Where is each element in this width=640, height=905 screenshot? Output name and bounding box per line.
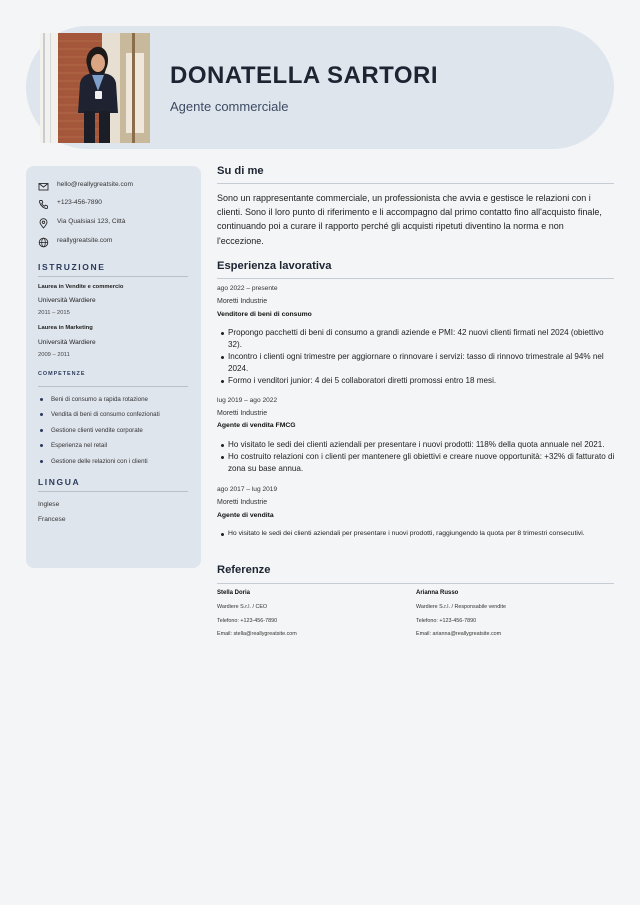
contact-email: hello@reallygreatsite.com xyxy=(57,180,133,188)
experience-title: Esperienza lavorativa xyxy=(217,260,332,272)
contact-address-row xyxy=(38,214,125,228)
job-dates: ago 2017 – lug 2019 xyxy=(217,486,278,493)
education-degree: Laurea in Marketing xyxy=(38,325,93,331)
phone-icon xyxy=(38,197,49,208)
job-bullet: Ho visitato le sedi dei clienti aziendali per presentare i nuovi prodotti, raggiungendo la quota per 8 trimestri consecutivi. xyxy=(219,528,617,540)
globe-icon xyxy=(38,235,49,246)
job-title: Agente di vendita xyxy=(217,512,274,519)
job-bullet: Ho visitato le sedi dei clienti aziendali per presentare i nuovi prodotti: 118% della quota annuale nel 2021. xyxy=(219,439,617,451)
job-bullets xyxy=(219,327,617,387)
references-divider xyxy=(217,583,614,584)
contact-email-row[interactable] xyxy=(38,177,133,191)
skills-heading: COMPETENZE xyxy=(38,371,86,377)
job-company: Moretti Industrie xyxy=(217,410,268,417)
language-item: Francese xyxy=(38,516,66,523)
contact-website-row[interactable] xyxy=(38,233,112,247)
job-bullets xyxy=(219,439,617,475)
about-divider xyxy=(217,183,614,184)
reference-email[interactable]: Email: stella@reallygreatsite.com xyxy=(217,631,297,637)
job-company: Moretti Industrie xyxy=(217,499,268,506)
contact-phone: +123-456-7890 xyxy=(57,198,102,206)
reference-name: Stella Doria xyxy=(217,590,251,596)
location-pin-icon xyxy=(38,216,49,227)
education-degree: Laurea in Vendite e commercio xyxy=(38,284,124,290)
education-school: Università Wardiere xyxy=(38,297,96,304)
language-item: Inglese xyxy=(38,501,60,508)
job-dates: ago 2022 – presente xyxy=(217,285,278,292)
reference-email[interactable]: Email: arianna@reallygreatsite.com xyxy=(416,631,502,637)
skill-item: Gestione delle relazioni con i clienti xyxy=(40,458,148,465)
job-bullet: Formo i venditori junior: 4 dei 5 collaboratori diretti promossi entro 18 mesi. xyxy=(219,375,617,387)
skill-item: Gestione clienti vendite corporate xyxy=(40,427,143,434)
job-title: Venditore di beni di consumo xyxy=(217,311,312,318)
languages-divider xyxy=(38,491,188,492)
job-title: Agente di vendita FMCG xyxy=(217,422,296,429)
education-heading: ISTRUZIONE xyxy=(38,262,106,272)
skill-item: Esperienza nel retail xyxy=(40,442,107,449)
reference-phone[interactable]: Telefono: +123-456-7890 xyxy=(416,618,477,624)
about-text: Sono un rappresentante commerciale, un professionista che avvia e gestisce le relazioni con i clienti. Sono il loro punto di riferimento e li accompagno dal primo contatto fino all'acquisto finale, continuando poi a curare il rapporto perché gli acquisti ripetuti diventino la norma e non l'eccezione. xyxy=(217,193,602,246)
mail-icon xyxy=(38,179,49,190)
languages-heading: LINGUA xyxy=(38,477,81,487)
reference-name: Arianna Russo xyxy=(416,590,459,596)
profile-photo xyxy=(40,33,150,143)
job-bullet: Incontro i clienti ogni trimestre per aggiornare o rinnovare i servizi: tasso di rinnovo trimestrale al 94% nel 2024. xyxy=(219,351,617,375)
skills-divider xyxy=(38,386,188,387)
contact-address: Via Qualsiasi 123, Città xyxy=(57,217,126,225)
reference-phone[interactable]: Telefono: +123-456-7890 xyxy=(217,618,278,624)
education-years: 2009 – 2011 xyxy=(38,352,70,358)
references-title: Referenze xyxy=(217,564,271,576)
candidate-name: DONATELLA SARTORI xyxy=(170,62,439,89)
reference-company: Wardiere S.r.l. / Responsabile vendite xyxy=(416,604,506,610)
skill-item: Vendita di beni di consumo confezionati xyxy=(40,411,160,418)
reference-company: Wardiere S.r.l. / CEO xyxy=(217,604,268,610)
experience-divider xyxy=(217,278,614,279)
about-title: Su di me xyxy=(217,165,264,177)
job-dates: lug 2019 – ago 2022 xyxy=(217,397,278,404)
job-bullet: Propongo pacchetti di beni di consumo a grandi aziende e PMI: 42 nuovi clienti firmati nel 2024 (obiettivo 32). xyxy=(219,327,617,351)
education-divider xyxy=(38,276,188,277)
candidate-role: Agente commerciale xyxy=(170,99,289,114)
job-company: Moretti Industrie xyxy=(217,298,268,305)
job-bullet: Ho costruito relazioni con i clienti per mantenere gli obiettivi e creare nuove opportunità: +32% di fatturato di zona su base annua. xyxy=(219,451,617,475)
contact-website: reallygreatsite.com xyxy=(57,236,113,244)
skill-item: Beni di consumo a rapida rotazione xyxy=(40,396,148,403)
contact-phone-row[interactable] xyxy=(38,195,102,209)
job-bullets xyxy=(219,528,617,540)
education-school: Università Wardiere xyxy=(38,339,96,346)
education-years: 2011 – 2015 xyxy=(38,310,70,316)
